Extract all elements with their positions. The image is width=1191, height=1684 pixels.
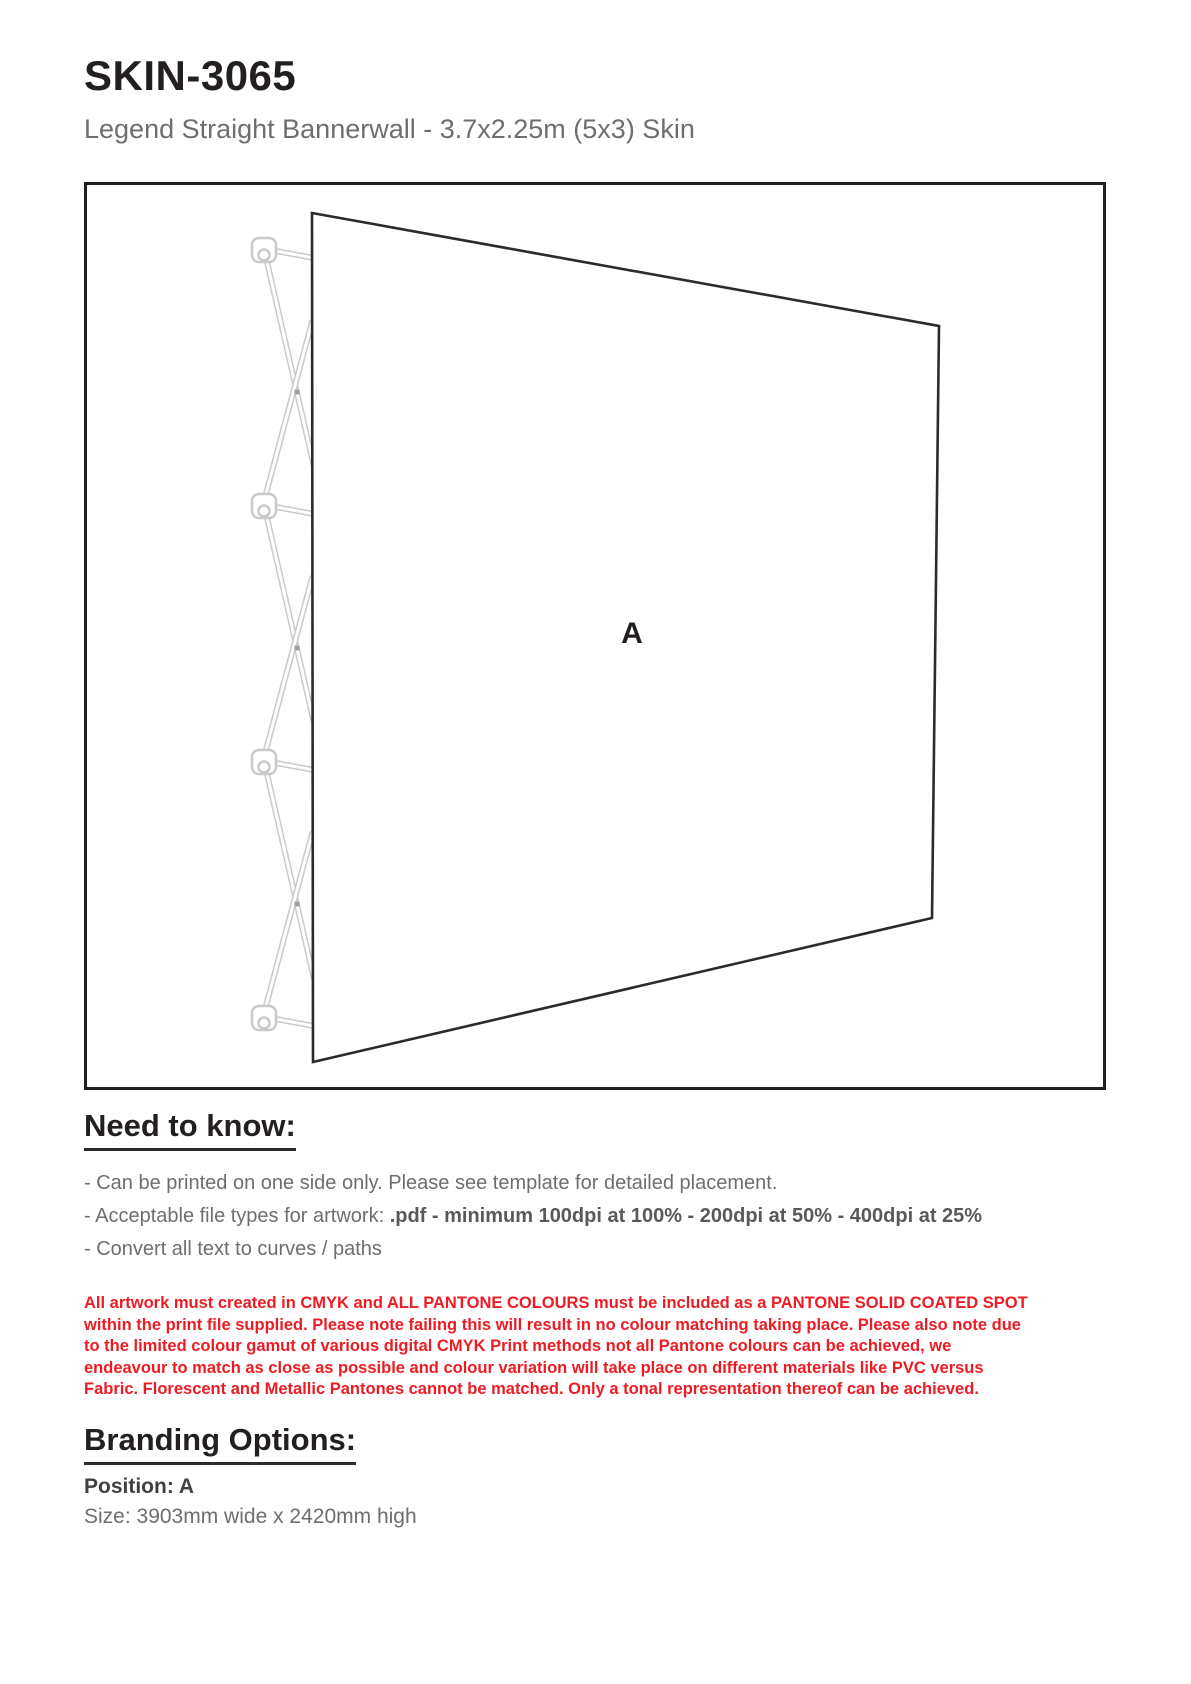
product-subtitle: Legend Straight Bannerwall - 3.7x2.25m (5x3) Skin bbox=[84, 114, 695, 144]
pantone-warning-line: endeavour to match as close as possible and colour variation will take place on different materials like PVC versus bbox=[84, 1358, 984, 1377]
panel-position-label: A bbox=[621, 617, 643, 650]
branding-size: Size: 3903mm wide x 2420mm high bbox=[84, 1505, 417, 1528]
frame-hub bbox=[252, 494, 276, 518]
branding-position: Position: A bbox=[84, 1475, 195, 1498]
pantone-warning bbox=[84, 1293, 1144, 1401]
need-to-know-heading: Need to know: bbox=[84, 1108, 296, 1151]
bullet-file-types-prefix: - Acceptable file types for artwork: bbox=[84, 1205, 390, 1227]
bannerwall-diagram bbox=[87, 185, 1103, 1087]
frame-hub bbox=[252, 750, 276, 774]
bullet-print-side: - Can be printed on one side only. Please see template for detailed placement. bbox=[84, 1172, 778, 1194]
bullet-curves: - Convert all text to curves / paths bbox=[84, 1238, 382, 1260]
bullet-file-types-specs: .pdf - minimum 100dpi at 100% - 200dpi at 50% - 400dpi at 25% bbox=[389, 1205, 983, 1227]
need-to-know-section bbox=[84, 1108, 1144, 1401]
branding-options-section bbox=[84, 1422, 1144, 1529]
diagram-box bbox=[84, 182, 1106, 1090]
pantone-warning-line: All artwork must created in CMYK and ALL PANTONE COLOURS must be included as a PANTONE SOLID COATED SPOT bbox=[84, 1294, 1028, 1312]
need-to-know-list bbox=[84, 1167, 1144, 1266]
page-title: SKIN-3065 bbox=[84, 52, 297, 99]
frame-hinge-dot bbox=[295, 902, 300, 907]
branding-options-heading: Branding Options: bbox=[84, 1422, 356, 1465]
bullet-file-types bbox=[84, 1200, 1144, 1233]
popup-frame bbox=[252, 238, 314, 1030]
pantone-warning-line: to the limited colour gamut of various digital CMYK Print methods not all Pantone colours can be achieved, we bbox=[84, 1337, 952, 1355]
frame-hinge-dot bbox=[295, 646, 300, 651]
frame-hinge-dot bbox=[295, 390, 300, 395]
frame-hub bbox=[252, 238, 276, 262]
frame-hub bbox=[252, 1006, 276, 1030]
pantone-warning-line: Fabric. Florescent and Metallic Pantones cannot be matched. Only a tonal representation thereof can be achieved. bbox=[84, 1380, 979, 1398]
pantone-warning-line: within the print file supplied. Please note failing this will result in no colour matching taking place. Please also note due bbox=[84, 1315, 1021, 1334]
